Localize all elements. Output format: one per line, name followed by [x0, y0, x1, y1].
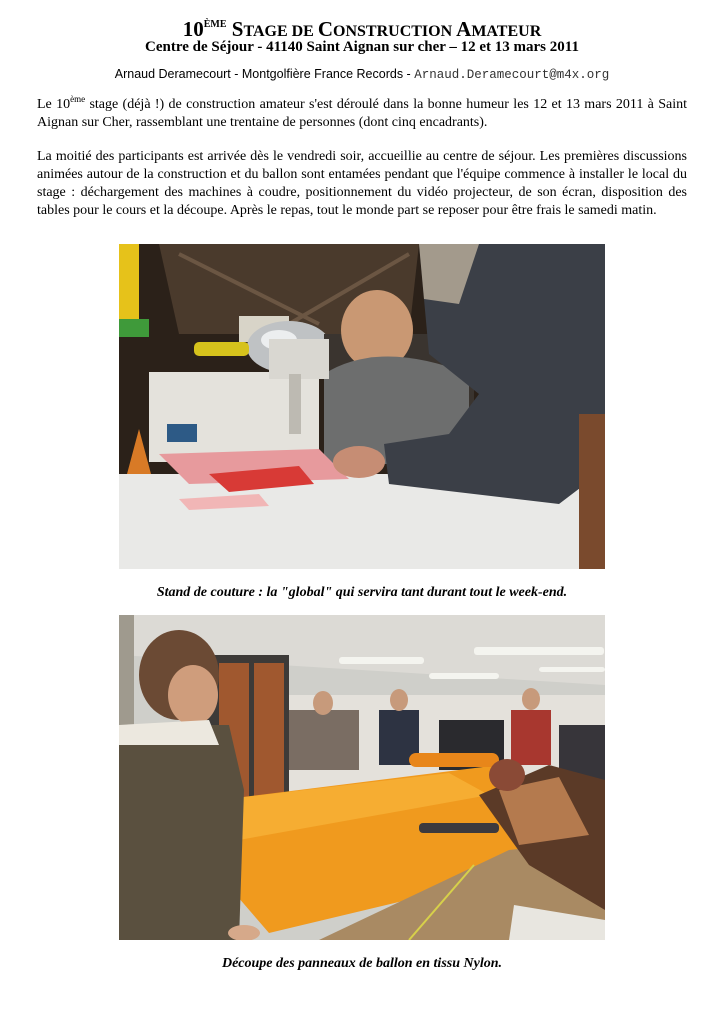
author-email-link[interactable]: Arnaud.Deramecourt@m4x.org — [414, 68, 610, 82]
author-name: Arnaud Deramecourt - Montgolfière France Records - — [114, 67, 415, 81]
fabric-cutting-photo — [119, 615, 605, 940]
page-title: 10ÈME STAGE DE CONSTRUCTION AMATEUR — [182, 17, 542, 41]
arrival-paragraph: La moitié des participants est arrivée dès le vendredi soir, accueillie au centre de séjour. Les premières discussions animées autour de la construction et du ballon sont entamées pendant que l'équipe commence à installer le local du stage : déchargement des machines à coudre, positionnement du vidéo projecteur, de son écran, disposition des tables pour le cours et la découpe. Après le repas, tout le monde part se reposer pour être frais le samedi matin. — [37, 149, 687, 218]
photo1-caption: Stand de couture : la "global" qui servira tant durant tout le week-end. — [156, 585, 568, 600]
intro-paragraph: Le 10ème stage (déjà !) de construction amateur s'est déroulé dans la bonne humeur les 12 et 13 mars 2011 à Saint Aignan sur Cher, rassemblant une trentaine de personnes (dont cinq encadrants). — [37, 94, 687, 130]
sewing-machine-photo — [119, 244, 605, 569]
author-line — [0, 66, 724, 83]
page-subtitle: Centre de Séjour - 41140 Saint Aignan sur cher – 12 et 13 mars 2011 — [145, 39, 579, 55]
photo2-caption: Découpe des panneaux de ballon en tissu Nylon. — [221, 956, 502, 971]
